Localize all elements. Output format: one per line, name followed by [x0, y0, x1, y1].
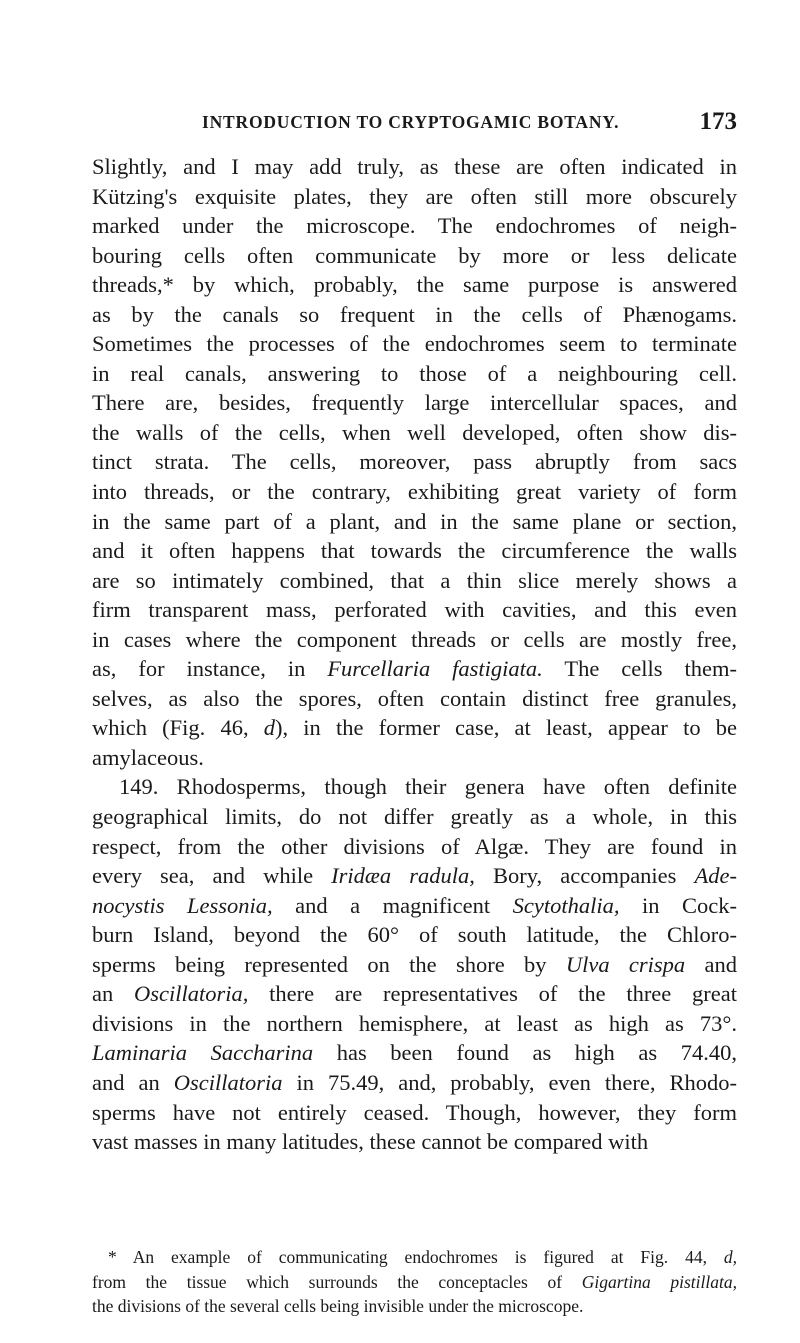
- footnote-line: [92, 1245, 737, 1270]
- text-run: in Cock-: [619, 892, 737, 918]
- italic-text: d,: [723, 1247, 737, 1267]
- text-run: and: [685, 951, 737, 977]
- text-run: sperms being represented on the shore by: [92, 951, 566, 977]
- body-line: [92, 1127, 737, 1157]
- body-line: [92, 182, 737, 212]
- text-run: in 75.49, and, probably, even there, Rhodo-: [282, 1069, 737, 1095]
- body-line: [92, 595, 737, 625]
- text-run: the walls of the cells, when well developed, often show dis-: [92, 419, 737, 445]
- italic-text: Iridæa radula,: [331, 863, 475, 889]
- text-run: Kützing's exquisite plates, they are often still more obscurely: [92, 183, 737, 209]
- body-line: [92, 1068, 737, 1098]
- text-run: threads,* by which, probably, the same purpose is answered: [92, 272, 737, 298]
- text-run: and an: [92, 1069, 174, 1095]
- body-line: [92, 950, 737, 980]
- body-line: [92, 1038, 737, 1068]
- body-line: [92, 861, 737, 891]
- body-line: [92, 566, 737, 596]
- italic-text: Gigartina pistillata,: [581, 1271, 737, 1292]
- text-run: Sometimes the processes of the endochromes seem to terminate: [92, 331, 737, 357]
- body-line: [92, 684, 737, 714]
- text-run: in real canals, answering to those of a neighbouring cell.: [92, 360, 737, 386]
- italic-text: Oscillatoria: [173, 1069, 283, 1095]
- italic-text: Scytothalia,: [512, 892, 620, 918]
- footnote: [92, 1245, 737, 1319]
- body-text: [92, 152, 737, 1157]
- text-run: vast masses in many latitudes, these cannot be compared with: [92, 1129, 649, 1155]
- body-line: [92, 507, 737, 537]
- text-run: bouring cells often communicate by more or less delicate: [92, 242, 737, 268]
- text-run: * An example of communicating endochromes is figured at Fig. 44,: [108, 1247, 724, 1267]
- text-run: has been found as high as 74.40,: [313, 1040, 737, 1066]
- body-line: [92, 772, 737, 802]
- text-run: which (Fig. 46,: [92, 715, 264, 741]
- body-line: [92, 802, 737, 832]
- body-line: [92, 329, 737, 359]
- text-run: The cells them-: [542, 656, 737, 682]
- text-run: as, for instance, in: [92, 656, 328, 682]
- body-line: [92, 536, 737, 566]
- body-line: [92, 979, 737, 1009]
- body-line: [92, 920, 737, 950]
- footnote-line: [92, 1270, 737, 1295]
- italic-text: Ulva crispa: [565, 951, 686, 977]
- text-run: Bory, accompanies: [474, 863, 695, 889]
- text-run: and it often happens that towards the circumference the walls: [92, 538, 737, 564]
- text-run: firm transparent mass, perforated with cavities, and this even: [92, 597, 737, 623]
- text-run: Slightly, and I may add truly, as these are often indicated in: [92, 154, 737, 179]
- body-line: [92, 832, 737, 862]
- text-run: every sea, and while: [92, 863, 332, 889]
- body-line: [92, 418, 737, 448]
- text-run: tinct strata. The cells, moreover, pass abruptly from sacs: [92, 449, 737, 475]
- italic-text: Laminaria Saccharina: [92, 1040, 314, 1066]
- italic-text: Furcellaria fastigiata.: [327, 656, 543, 682]
- body-line: [92, 654, 737, 684]
- text-run: divisions in the northern hemisphere, at least as high as 73°.: [92, 1010, 737, 1036]
- running-head: [92, 108, 737, 142]
- text-run: selves, as also the spores, often contain distinct free granules,: [92, 685, 737, 711]
- body-line: [92, 241, 737, 271]
- footnote-line: [92, 1294, 737, 1319]
- text-run: the divisions of the several cells being invisible under the microscope.: [92, 1296, 584, 1316]
- text-run: there are representatives of the three great: [248, 981, 737, 1007]
- text-run: ), in the former case, at least, appear to be: [275, 715, 737, 741]
- text-run: into threads, or the contrary, exhibiting great variety of form: [92, 479, 737, 505]
- italic-text: Oscillatoria,: [133, 981, 249, 1007]
- text-run: respect, from the other divisions of Algæ. They are found in: [92, 833, 737, 859]
- text-run: geographical limits, do not differ greatly as a whole, in this: [92, 804, 737, 830]
- page-number: 173: [699, 108, 737, 135]
- text-run: amylaceous.: [92, 744, 204, 770]
- text-run: are so intimately combined, that a thin slice merely shows a: [92, 567, 737, 593]
- text-run: marked under the microscope. The endochromes of neigh-: [92, 213, 737, 239]
- body-line: [92, 891, 737, 921]
- text-run: and a magnificent: [272, 892, 513, 918]
- body-line: [92, 713, 737, 743]
- italic-text: nocystis Lessonia,: [92, 892, 273, 918]
- italic-text: d: [263, 715, 276, 741]
- italic-text: Ade-: [694, 863, 737, 889]
- text-run: an: [92, 981, 134, 1007]
- text-run: in cases where the component threads or cells are mostly free,: [92, 626, 737, 652]
- body-line: [92, 270, 737, 300]
- body-line: [92, 447, 737, 477]
- running-title: INTRODUCTION TO CRYPTOGAMIC BOTANY.: [202, 112, 620, 132]
- text-run: There are, besides, frequently large intercellular spaces, and: [92, 390, 737, 416]
- body-line: [92, 300, 737, 330]
- text-run: from the tissue which surrounds the conceptacles of: [92, 1271, 582, 1292]
- body-line: [92, 477, 737, 507]
- body-line: [92, 211, 737, 241]
- text-run: burn Island, beyond the 60° of south latitude, the Chloro-: [92, 922, 737, 948]
- body-line: [92, 743, 737, 773]
- text-run: 149. Rhodosperms, though their genera have often definite: [119, 774, 737, 800]
- body-line: [92, 1098, 737, 1128]
- text-run: sperms have not entirely ceased. Though, however, they form: [92, 1099, 737, 1125]
- text-run: as by the canals so frequent in the cells of Phænogams.: [92, 301, 737, 327]
- text-run: in the same part of a plant, and in the same plane or section,: [92, 508, 737, 534]
- body-line: [92, 625, 737, 655]
- body-line: [92, 359, 737, 389]
- body-line: [92, 1009, 737, 1039]
- body-line: [92, 152, 737, 182]
- body-line: [92, 388, 737, 418]
